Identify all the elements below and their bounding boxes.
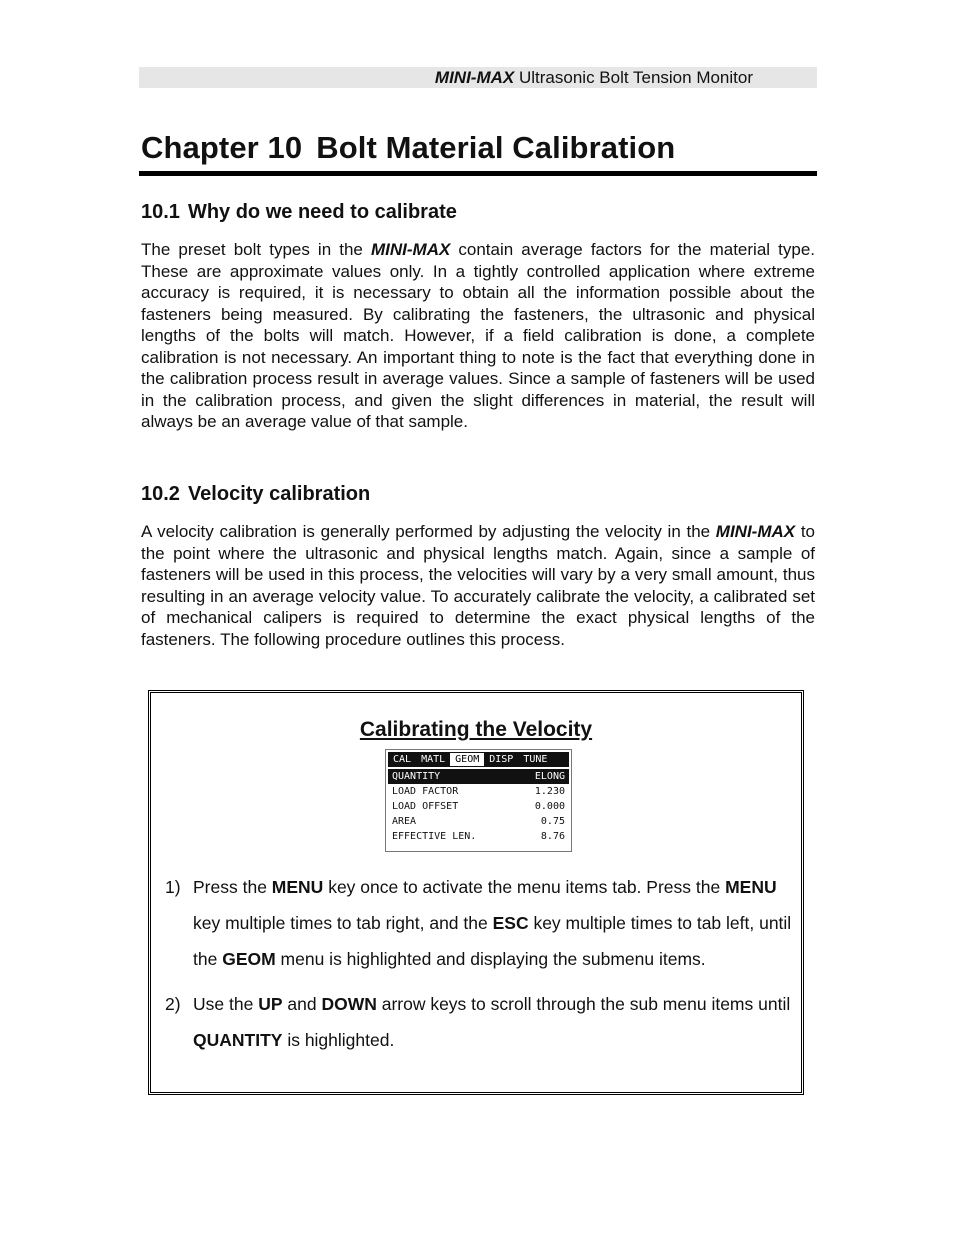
procedure-box <box>148 690 804 1095</box>
lcd-row-value: 1.230 <box>534 786 565 797</box>
key-name: ESC <box>492 913 529 933</box>
section-10-1-paragraph <box>141 239 815 433</box>
chapter-divider <box>139 171 817 176</box>
procedure-step <box>165 986 795 1058</box>
lcd-menu-row <box>388 769 569 784</box>
chapter-title <box>141 128 675 168</box>
paragraph-text: The preset bolt types in the <box>141 240 371 259</box>
step-text <box>193 986 795 1058</box>
lcd-tab-disp: DISP <box>489 754 514 765</box>
key-name: GEOM <box>222 949 276 969</box>
lcd-menu-tabs <box>388 752 569 767</box>
section-10-2-paragraph <box>141 521 815 650</box>
header-title: Ultrasonic Bolt Tension Monitor <box>518 68 753 87</box>
header-brand: MINI-MAX <box>434 68 515 87</box>
step-text-part: menu is highlighted and displaying the submenu items. <box>275 949 706 969</box>
procedure-steps <box>165 869 795 1058</box>
lcd-menu-row <box>388 829 569 844</box>
section-heading-10-2 <box>141 481 370 507</box>
lcd-row-label: EFFECTIVE LEN. <box>392 831 477 842</box>
procedure-step <box>165 869 795 977</box>
lcd-tab-cal: CAL <box>393 754 412 765</box>
step-text-part: is highlighted. <box>282 1030 395 1050</box>
lcd-row-label: AREA <box>392 816 417 827</box>
paragraph-text: A velocity calibration is generally performed by adjusting the velocity in the <box>141 522 716 541</box>
key-name: UP <box>258 994 283 1014</box>
section-heading-10-1 <box>141 199 457 225</box>
brand-name: MINI-MAX <box>715 522 796 541</box>
lcd-tab-tune: TUNE <box>523 754 548 765</box>
key-name: MENU <box>725 877 777 897</box>
step-number: 1) <box>165 877 181 897</box>
lcd-row-label: QUANTITY <box>392 771 441 782</box>
step-text-part: key multiple times to tab left, until the <box>193 913 792 969</box>
step-number: 2) <box>165 994 181 1014</box>
chapter-name: Bolt Material Calibration <box>316 130 676 165</box>
key-name: MENU <box>271 877 324 897</box>
procedure-title: Calibrating the Velocity <box>359 718 593 741</box>
chapter-number: Chapter 10 <box>141 130 303 165</box>
step-text-part: and <box>282 994 322 1014</box>
step-text-part: Press the <box>193 877 272 897</box>
step-text <box>193 869 795 977</box>
lcd-tab-geom: GEOM <box>450 753 484 766</box>
step-text-part: arrow keys to scroll through the sub menu items until <box>376 994 791 1014</box>
lcd-menu-row <box>388 784 569 799</box>
paragraph-text: to the point where the ultrasonic and physical lengths match. Again, since a sample of fasteners will be used in this process, the velocities will vary by a very small amount, thus resulting in an average velocity value. To accurately calibrate the velocity, a calibrated set of mechanical calipers is required to determine the exact physical lengths of the fasteners. The following procedure outlines this process. <box>141 522 815 649</box>
key-name: QUANTITY <box>193 1030 283 1050</box>
lcd-screen <box>385 749 572 852</box>
lcd-menu-rows <box>386 769 571 844</box>
lcd-row-value: 0.75 <box>540 816 565 827</box>
lcd-row-value: ELONG <box>534 771 565 782</box>
running-header <box>139 67 817 88</box>
lcd-row-value: 0.000 <box>534 801 565 812</box>
section-number: 10.2 <box>141 483 180 505</box>
lcd-menu-row <box>388 814 569 829</box>
step-text-part: key once to activate the menu items tab. Press the <box>323 877 726 897</box>
section-title: Why do we need to calibrate <box>187 201 457 223</box>
brand-name: MINI-MAX <box>370 240 451 259</box>
lcd-row-label: LOAD OFFSET <box>392 801 459 812</box>
lcd-row-label: LOAD FACTOR <box>392 786 459 797</box>
lcd-row-value: 8.76 <box>540 831 565 842</box>
section-title: Velocity calibration <box>187 483 371 505</box>
step-text-part: Use the <box>193 994 259 1014</box>
paragraph-text: contain average factors for the material type. These are approximate values only. In a tightly controlled application where extreme accuracy is required, it is necessary to obtain all the information possible about the fasteners being measured. By calibrating the fasteners, the ultrasonic and physical lengths of the bolts will match. However, if a field calibration is done, a complete calibration is not necessary. An important thing to note is the fact that everything done in the calibration process result in average values. Since a sample of fasteners will be used in the calibration process, and given the slight differences in material, the result will always be an average value of that sample. <box>141 240 815 431</box>
step-text-part: key multiple times to tab right, and the <box>193 913 493 933</box>
lcd-tab-matl: MATL <box>421 754 446 765</box>
section-number: 10.1 <box>141 201 180 223</box>
lcd-menu-row <box>388 799 569 814</box>
key-name: DOWN <box>321 994 377 1014</box>
